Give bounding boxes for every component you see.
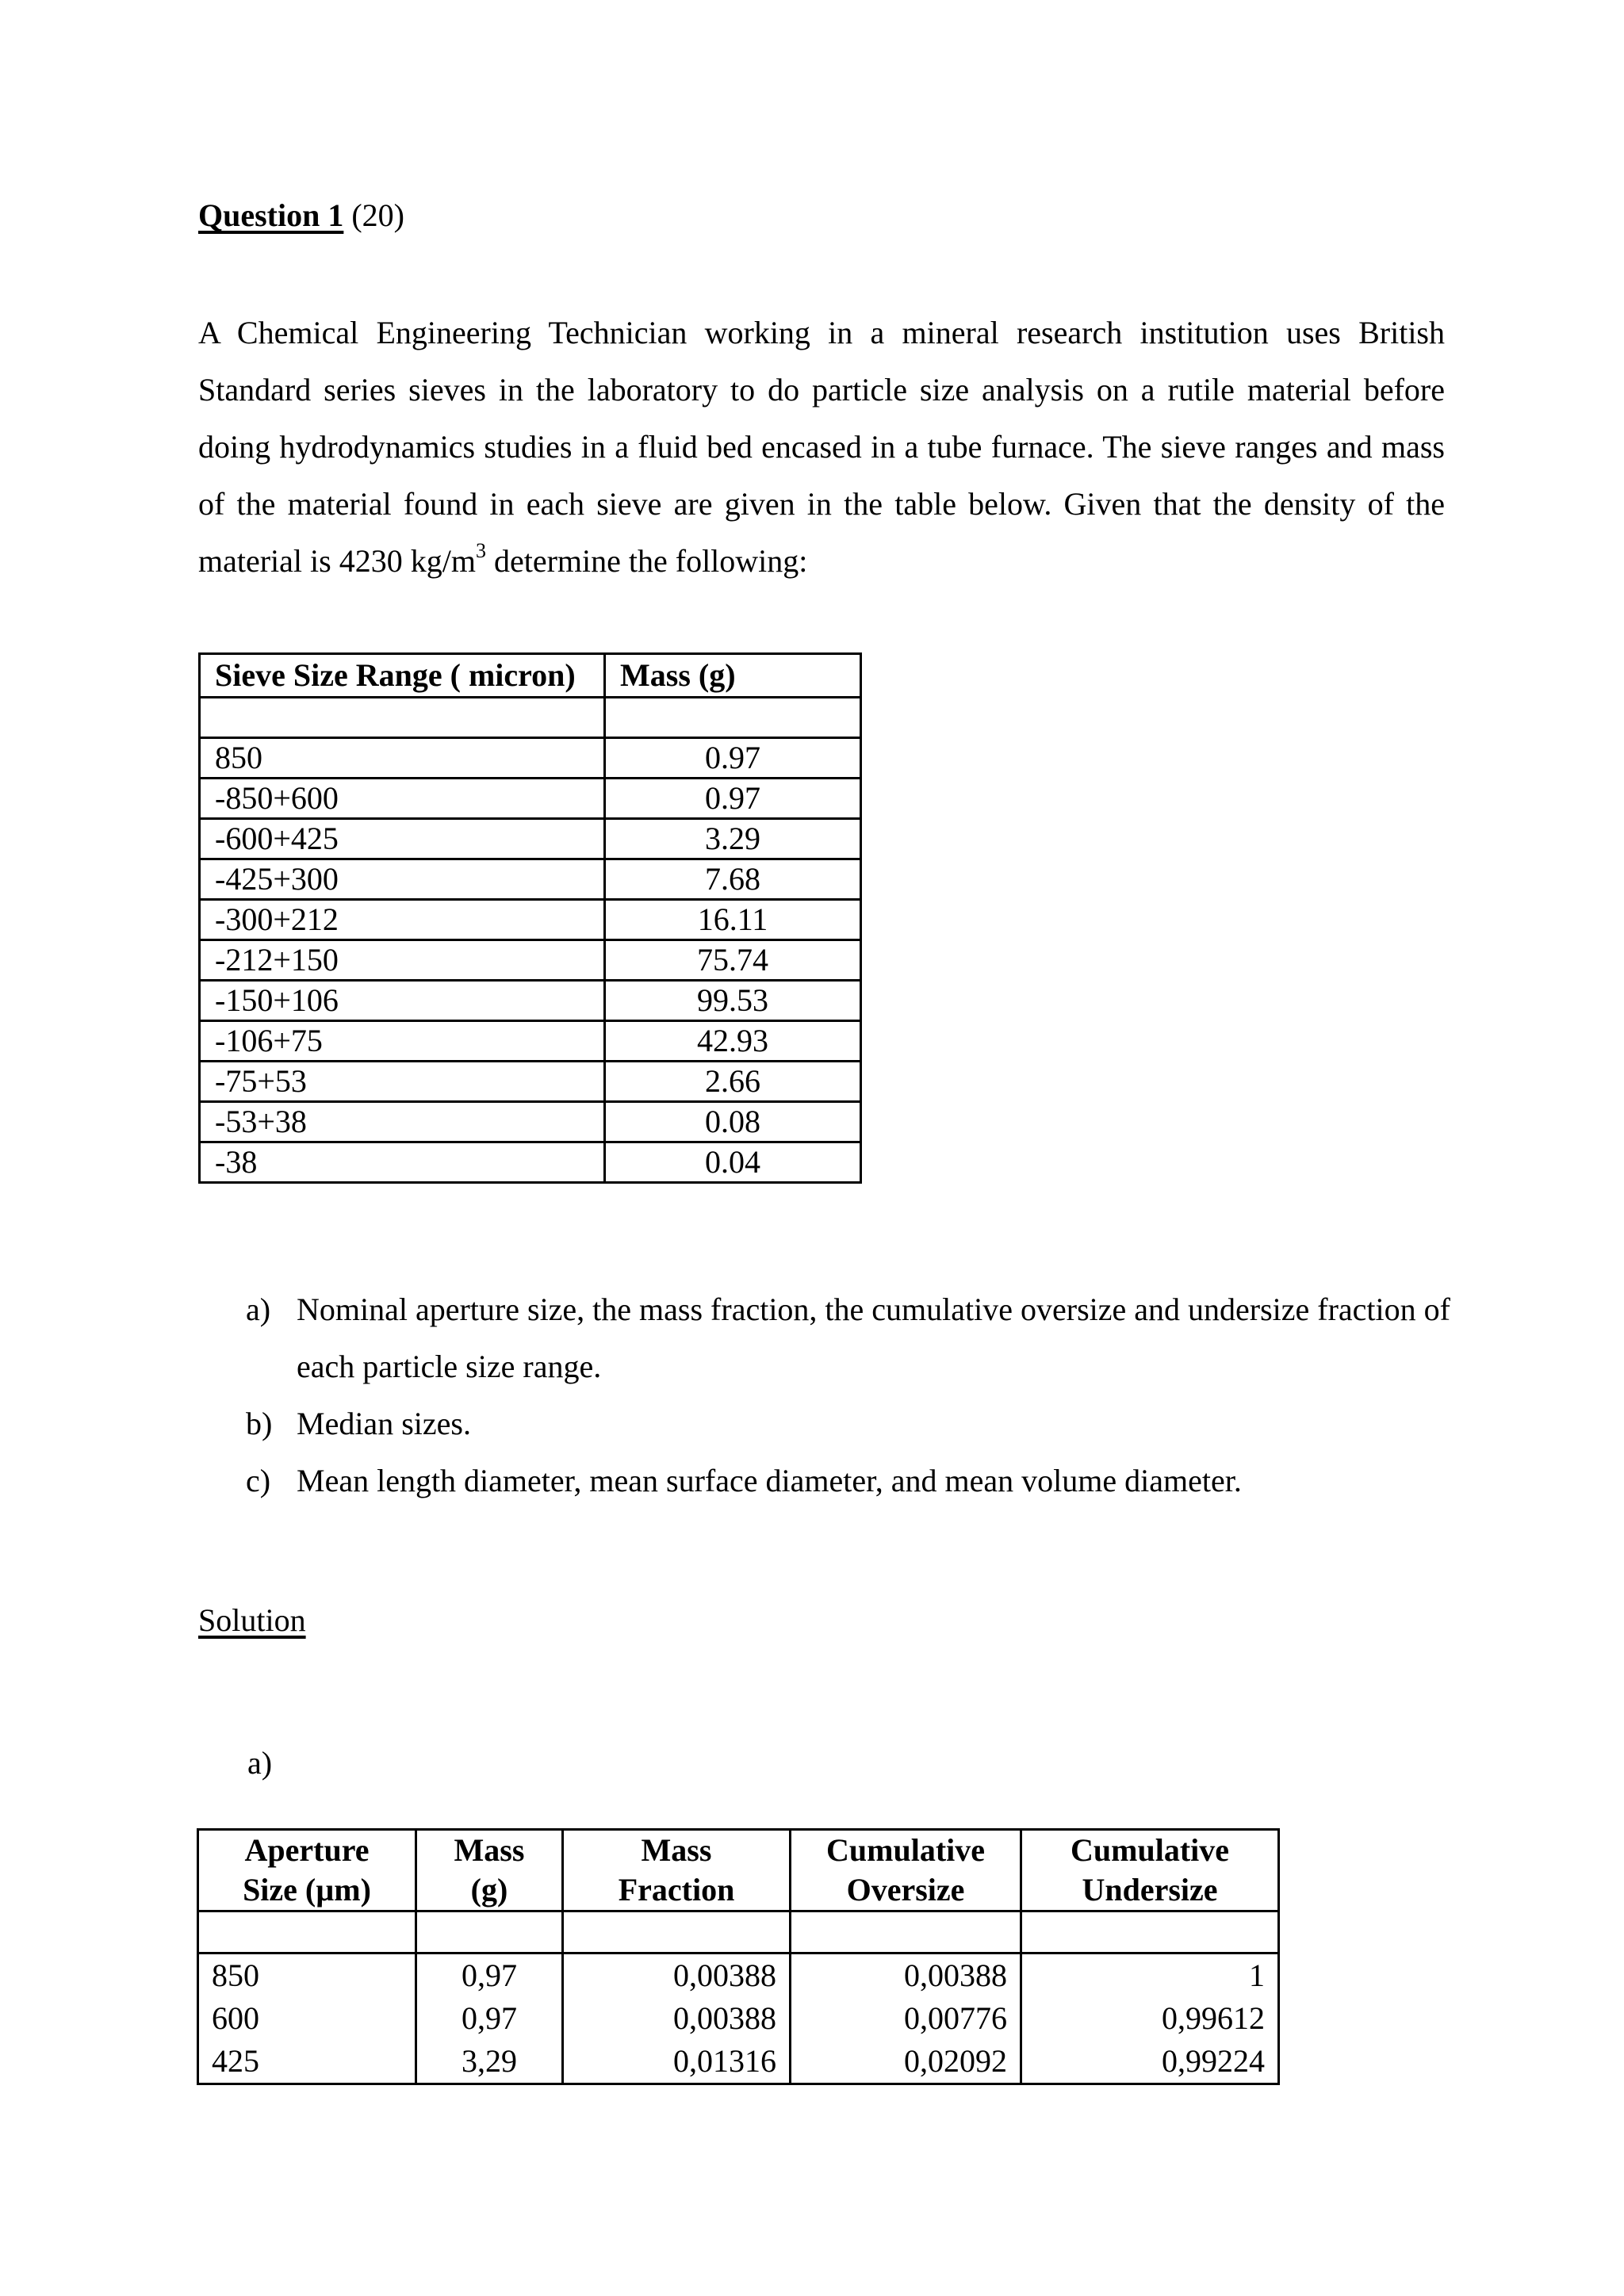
list-item-text: Mean length diameter, mean surface diameter, and mean volume diameter.	[297, 1463, 1242, 1498]
sieve-range-cell: -53+38	[200, 1102, 605, 1142]
sieve-range-cell: -38	[200, 1142, 605, 1183]
list-item	[246, 1452, 1451, 1510]
sieve-range-cell: -600+425	[200, 819, 605, 859]
mass-cell: 0,97	[416, 1954, 563, 1998]
table-row	[198, 2040, 1279, 2084]
cumulative-undersize-cell: 0,99224	[1021, 2040, 1279, 2084]
cumulative-undersize-cell: 1	[1021, 1954, 1279, 1998]
list-item-text: Nominal aperture size, the mass fraction, the cumulative oversize and undersize fraction of each particle size range.	[297, 1292, 1450, 1384]
cumulative-undersize-cell: 0,99612	[1021, 1997, 1279, 2040]
mass-fraction-cell: 0,00388	[563, 1997, 791, 2040]
paragraph-text-end: determine the following:	[485, 543, 808, 579]
sieve-table-header-row	[200, 654, 861, 698]
header-line: Undersize	[1082, 1872, 1218, 1908]
mass-cell: 0.97	[605, 779, 861, 819]
blank-cell	[1021, 1911, 1279, 1954]
mass-cell: 0.04	[605, 1142, 861, 1183]
header-line: Cumulative	[826, 1832, 985, 1868]
table-row	[200, 779, 861, 819]
task-list	[246, 1281, 1451, 1510]
table-row	[200, 738, 861, 779]
aperture-cell: 425	[198, 2040, 416, 2084]
table-row	[200, 900, 861, 940]
blank-cell	[563, 1911, 791, 1954]
aperture-size-header	[198, 1830, 416, 1911]
sieve-range-cell: -425+300	[200, 859, 605, 900]
header-line: (g)	[470, 1872, 508, 1908]
blank-cell	[605, 698, 861, 738]
solution-table-header-row	[198, 1830, 1279, 1911]
list-item	[246, 1395, 1451, 1452]
mass-cell: 2.66	[605, 1062, 861, 1102]
mass-cell: 0,97	[416, 1997, 563, 2040]
sieve-range-cell: -75+53	[200, 1062, 605, 1102]
mass-cell: 3.29	[605, 819, 861, 859]
paragraph-text: A Chemical Engineering Technician working in a mineral research institution uses British Standard series sieves in the laboratory to do particle size analysis on a rutile material before doing hydrodynamics studies in a fluid bed encased in a tube furnace. The sieve ranges and mass of the material found in each sieve are given in the table below. Given that the density of the material is 4230 kg/m	[198, 315, 1445, 579]
table-row	[200, 819, 861, 859]
header-line: Fraction	[618, 1872, 735, 1908]
solution-table-blank-row	[198, 1911, 1279, 1954]
sieve-range-header: Sieve Size Range ( micron)	[200, 654, 605, 698]
header-line: Size (µm)	[243, 1872, 371, 1908]
blank-cell	[791, 1911, 1021, 1954]
question-title: Question 1	[198, 197, 344, 233]
solution-part-label: a)	[247, 1745, 273, 1781]
header-line: Aperture	[244, 1832, 370, 1868]
sieve-range-cell: -212+150	[200, 940, 605, 981]
table-row	[200, 940, 861, 981]
list-marker: b)	[246, 1406, 273, 1441]
cumulative-undersize-header	[1021, 1830, 1279, 1911]
sieve-table-blank-row	[200, 698, 861, 738]
cumulative-oversize-cell: 0,00776	[791, 1997, 1021, 2040]
question-paragraph	[198, 304, 1445, 590]
header-line: Oversize	[846, 1872, 965, 1908]
cumulative-oversize-cell: 0,02092	[791, 2040, 1021, 2084]
table-row	[200, 1142, 861, 1183]
mass-cell: 0.08	[605, 1102, 861, 1142]
header-line: Mass	[454, 1832, 525, 1868]
blank-cell	[200, 698, 605, 738]
blank-cell	[416, 1911, 563, 1954]
question-heading	[198, 193, 404, 238]
mass-header	[416, 1830, 563, 1911]
unit-superscript: 3	[475, 539, 486, 562]
blank-cell	[198, 1911, 416, 1954]
header-line: Cumulative	[1071, 1832, 1229, 1868]
sieve-range-cell: -106+75	[200, 1021, 605, 1062]
table-row	[200, 859, 861, 900]
mass-cell: 16.11	[605, 900, 861, 940]
table-row	[200, 1062, 861, 1102]
mass-fraction-header	[563, 1830, 791, 1911]
list-item	[246, 1281, 1451, 1395]
mass-header: Mass (g)	[605, 654, 861, 698]
header-line: Mass	[641, 1832, 712, 1868]
list-item-text: Median sizes.	[297, 1406, 471, 1441]
mass-cell: 42.93	[605, 1021, 861, 1062]
solution-table	[197, 1828, 1280, 2085]
aperture-cell: 850	[198, 1954, 416, 1998]
sieve-range-cell: -300+212	[200, 900, 605, 940]
mass-fraction-cell: 0,00388	[563, 1954, 791, 1998]
sieve-table	[198, 652, 862, 1184]
table-row	[200, 1102, 861, 1142]
table-row	[198, 1997, 1279, 2040]
mass-cell: 75.74	[605, 940, 861, 981]
aperture-cell: 600	[198, 1997, 416, 2040]
sieve-range-cell: -150+106	[200, 981, 605, 1021]
table-row	[200, 1021, 861, 1062]
table-row	[200, 981, 861, 1021]
mass-cell: 7.68	[605, 859, 861, 900]
list-marker: a)	[246, 1292, 271, 1327]
solution-heading: Solution	[198, 1602, 306, 1638]
mass-cell: 3,29	[416, 2040, 563, 2084]
sieve-range-cell: 850	[200, 738, 605, 779]
cumulative-oversize-cell: 0,00388	[791, 1954, 1021, 1998]
list-marker: c)	[246, 1463, 271, 1498]
mass-fraction-cell: 0,01316	[563, 2040, 791, 2084]
cumulative-oversize-header	[791, 1830, 1021, 1911]
table-row	[198, 1954, 1279, 1998]
question-marks: (20)	[351, 197, 404, 233]
mass-cell: 0.97	[605, 738, 861, 779]
sieve-range-cell: -850+600	[200, 779, 605, 819]
mass-cell: 99.53	[605, 981, 861, 1021]
